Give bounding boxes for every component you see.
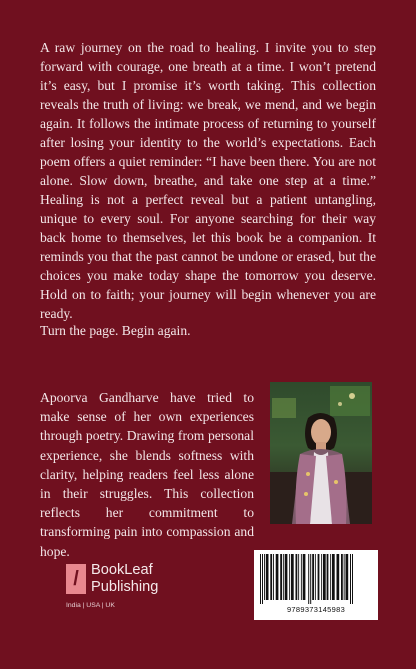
barcode-bar	[318, 554, 320, 600]
isbn-number: 9789373145983	[286, 605, 346, 614]
barcode-bar	[296, 554, 298, 600]
barcode-bar	[346, 554, 349, 600]
barcode-bar	[337, 554, 340, 600]
barcode-bar	[330, 554, 331, 600]
barcode-bar	[260, 554, 261, 604]
barcode-bar	[291, 554, 294, 600]
barcode-bar	[321, 554, 322, 600]
barcode-bar	[301, 554, 302, 600]
barcode-bar	[310, 554, 311, 604]
barcode-bars	[254, 550, 378, 606]
barcode-bar	[315, 554, 316, 600]
barcode-bar	[262, 554, 263, 604]
publisher-mark: /	[66, 564, 86, 594]
publisher-logo	[66, 564, 176, 616]
barcode-bar	[303, 554, 306, 600]
blurb-text: A raw journey on the road to healing. I invite you to step forward with courage, one breath at a time. I won’t pretend it’s easy, but I promise it’s worth taking. This collection reveals the truth of living: we break, we mend, and we begin again. It follows the intimate process of returning to yourself after losing your identity to the world’s expectations. Each poem offers a quiet reminder: “I have been there. You are not alone. Slow down, breathe, and take one step at a time.” Healing is not a perfect reveal but a patient untangling, unique to every soul. For anyone searching for their way back home to themselves, let this book be a companion. It reminds you that the past cannot be undone or erased, but the choices you make today shape the tomorrow you deserve. Hold on to faith; your journey will begin whenever you are ready.	[40, 40, 376, 321]
closing-line: Turn the page. Begin again.	[40, 323, 191, 338]
barcode-bar	[264, 554, 265, 600]
blurb-paragraph	[40, 38, 376, 323]
barcode-bar	[350, 554, 351, 604]
author-photo	[270, 382, 372, 524]
barcode-bar	[352, 554, 353, 604]
barcode-bar	[266, 554, 269, 600]
publisher-regions: India | USA | UK	[66, 602, 115, 609]
barcode-bar	[298, 554, 299, 600]
barcode-bar	[327, 554, 329, 600]
barcode-bar	[285, 554, 288, 600]
barcode-bar	[323, 554, 326, 600]
barcode-bar	[283, 554, 284, 600]
barcode-bar	[270, 554, 272, 600]
barcode-bar	[280, 554, 282, 600]
barcode-bar	[308, 554, 309, 604]
isbn-barcode	[254, 550, 378, 620]
author-bio: Apoorva Gandharve have tried to make sense of her own experiences through poetry. Drawing from personal experience, she blends softness with clarity, helping readers feel less alone in their struggles. This collection reflects her commitment to transforming pain into compassion and hope.	[40, 390, 254, 559]
publisher-name: BookLeaf Publishing	[91, 562, 159, 595]
barcode-bar	[289, 554, 290, 600]
barcode-bar	[344, 554, 345, 600]
barcode-bar	[332, 554, 335, 600]
barcode-bar	[312, 554, 314, 600]
barcode-bar	[341, 554, 343, 600]
barcode-bar	[276, 554, 279, 600]
barcode-bar	[273, 554, 274, 600]
